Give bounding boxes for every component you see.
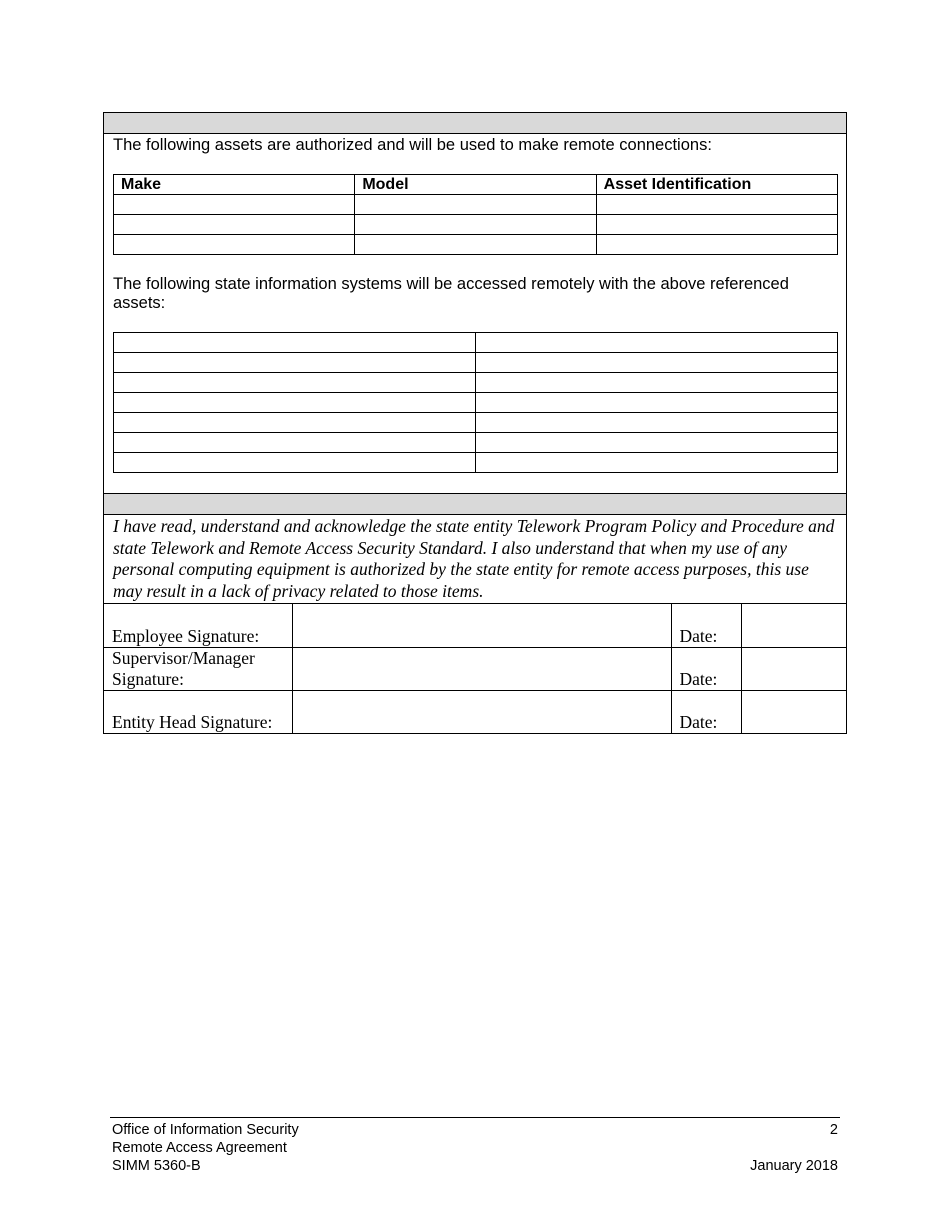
system-field[interactable]: [476, 453, 838, 473]
footer-divider: [110, 1117, 840, 1118]
employee-signature-label: Employee Signature:: [104, 604, 292, 647]
asset-id-field[interactable]: [596, 235, 837, 255]
footer-date: January 2018: [750, 1158, 838, 1174]
table-row: [114, 413, 838, 433]
footer-doc-code: SIMM 5360-B: [112, 1158, 201, 1174]
table-row: [114, 453, 838, 473]
footer-left: [112, 1121, 299, 1175]
table-row: [114, 353, 838, 373]
entity-head-date-field[interactable]: [741, 690, 846, 733]
table-row: [114, 235, 838, 255]
system-field[interactable]: [114, 393, 476, 413]
table-row: [114, 433, 838, 453]
assets-intro: The following assets are authorized and will be used to make remote connections:: [113, 136, 712, 154]
header-make: Make: [114, 175, 355, 195]
supervisor-label-line2: Signature:: [112, 668, 184, 689]
systems-table: [113, 332, 838, 473]
acknowledgement-text: I have read, understand and acknowledge the state entity Telework Program Policy and Procedure and state Telework and Remote Access Security Standard. I also understand that when my use of any personal computing equipment is authorized by the state entity for remote access purposes, this use may result in a lack of privacy related to those items.: [104, 515, 846, 604]
model-field[interactable]: [355, 195, 596, 215]
supervisor-signature-label: [104, 647, 292, 690]
signature-table: [104, 604, 846, 733]
table-row: [114, 393, 838, 413]
footer-office: Office of Information Security: [112, 1122, 299, 1138]
date-label: Date:: [671, 647, 741, 690]
entity-head-signature-row: [104, 690, 846, 733]
make-field[interactable]: [114, 215, 355, 235]
page-number: 2: [829, 1122, 838, 1138]
make-field[interactable]: [114, 195, 355, 215]
model-field[interactable]: [355, 215, 596, 235]
system-field[interactable]: [114, 353, 476, 373]
footer-doc-title: Remote Access Agreement: [112, 1140, 287, 1156]
system-field[interactable]: [114, 413, 476, 433]
system-field[interactable]: [476, 333, 838, 353]
supervisor-date-field[interactable]: [741, 647, 846, 690]
make-field[interactable]: [114, 235, 355, 255]
employee-date-field[interactable]: [741, 604, 846, 647]
entity-head-signature-label: Entity Head Signature:: [104, 690, 292, 733]
header-asset-id: Asset Identification: [596, 175, 837, 195]
assets-table: [113, 174, 838, 255]
header-model: Model: [355, 175, 596, 195]
system-field[interactable]: [476, 413, 838, 433]
section-header-bar: [104, 113, 846, 134]
system-field[interactable]: [114, 433, 476, 453]
date-label: Date:: [671, 690, 741, 733]
asset-id-field[interactable]: [596, 195, 837, 215]
form-box: [103, 112, 847, 734]
assets-header-row: [114, 175, 838, 195]
model-field[interactable]: [355, 235, 596, 255]
section-header-bar: [104, 493, 846, 515]
employee-signature-row: [104, 604, 846, 647]
system-field[interactable]: [476, 353, 838, 373]
system-field[interactable]: [476, 393, 838, 413]
system-field[interactable]: [114, 373, 476, 393]
employee-signature-field[interactable]: [292, 604, 671, 647]
table-row: [114, 333, 838, 353]
supervisor-signature-field[interactable]: [292, 647, 671, 690]
date-label: Date:: [671, 604, 741, 647]
table-row: [114, 195, 838, 215]
footer-right: [750, 1121, 838, 1175]
asset-id-field[interactable]: [596, 215, 837, 235]
table-row: [114, 373, 838, 393]
systems-intro: The following state information systems will be accessed remotely with the above referenced assets:: [113, 275, 789, 312]
system-field[interactable]: [476, 433, 838, 453]
system-field[interactable]: [114, 453, 476, 473]
supervisor-label-line1: Supervisor/Manager: [112, 647, 255, 668]
supervisor-signature-row: [104, 647, 846, 690]
footer-spacer: [750, 1139, 838, 1157]
table-row: [114, 215, 838, 235]
system-field[interactable]: [114, 333, 476, 353]
system-field[interactable]: [476, 373, 838, 393]
entity-head-signature-field[interactable]: [292, 690, 671, 733]
